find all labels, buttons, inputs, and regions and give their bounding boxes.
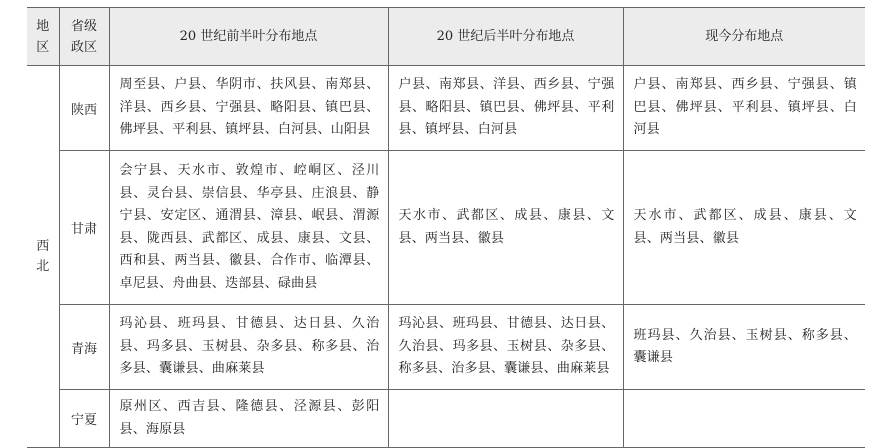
region-line-2: 北: [36, 258, 50, 274]
early-cell: 周至县、户县、华阴市、扶风县、南郑县、洋县、西乡县、宁强县、略阳县、镇巴县、佛坪县、平利县、镇坪县、白河县、山阳县: [109, 66, 388, 151]
late-cell: 玛沁县、班玛县、甘德县、达日县、久治县、玛多县、玉树县、杂多县、称多县、治多县、囊谦县、曲麻莱县: [388, 305, 623, 390]
late-cell: 户县、南郑县、洋县、西乡县、宁强县、略阳县、镇巴县、佛坪县、平利县、镇坪县、白河县: [388, 66, 623, 151]
now-cell: [623, 390, 865, 448]
header-province: [59, 8, 109, 66]
now-cell: 户县、南郑县、西乡县、宁强县、镇巴县、佛坪县、平利县、镇坪县、白河县: [623, 66, 865, 151]
early-cell: 玛沁县、班玛县、甘德县、达日县、久治县、玛多县、玉树县、杂多县、称多县、治多县、囊谦县、曲麻莱县: [109, 305, 388, 390]
region-cell: [27, 66, 59, 448]
region-line-1: 西: [36, 238, 50, 254]
header-early: 20 世纪前半叶分布地点: [109, 8, 388, 66]
late-cell: [388, 390, 623, 448]
table-row: [27, 305, 865, 390]
table-row: [27, 390, 865, 448]
header-region: [27, 8, 59, 66]
header-region-line-1: 地: [36, 18, 50, 34]
now-cell: 班玛县、久治县、玉树县、称多县、囊谦县: [623, 305, 865, 390]
late-cell: 天水市、武都区、成县、康县、文县、两当县、徽县: [388, 151, 623, 305]
province-cell: 宁夏: [59, 390, 109, 448]
header-province-line-2: 政区: [70, 39, 97, 55]
header-province-line-1: 省级: [70, 18, 97, 34]
early-cell: 会宁县、天水市、敦煌市、崆峒区、泾川县、灵台县、崇信县、华亭县、庄浪县、静宁县、安定区、通渭县、漳县、岷县、渭源县、陇西县、武都区、成县、康县、文县、西和县、两当县、徽县、合作市、临潭县、卓尼县、舟曲县、迭部县、碌曲县: [109, 151, 388, 305]
province-cell: 陕西: [59, 66, 109, 151]
table-row: [27, 151, 865, 305]
header-late: 20 世纪后半叶分布地点: [388, 8, 623, 66]
header-region-line-2: 区: [36, 39, 50, 55]
header-row: [27, 8, 865, 66]
now-cell: 天水市、武都区、成县、康县、文县、两当县、徽县: [623, 151, 865, 305]
table-row: [27, 66, 865, 151]
province-cell: 青海: [59, 305, 109, 390]
header-now: 现今分布地点: [623, 8, 865, 66]
province-cell: 甘肃: [59, 151, 109, 305]
distribution-table: [27, 7, 865, 448]
early-cell: 原州区、西吉县、隆德县、泾源县、彭阳县、海原县: [109, 390, 388, 448]
